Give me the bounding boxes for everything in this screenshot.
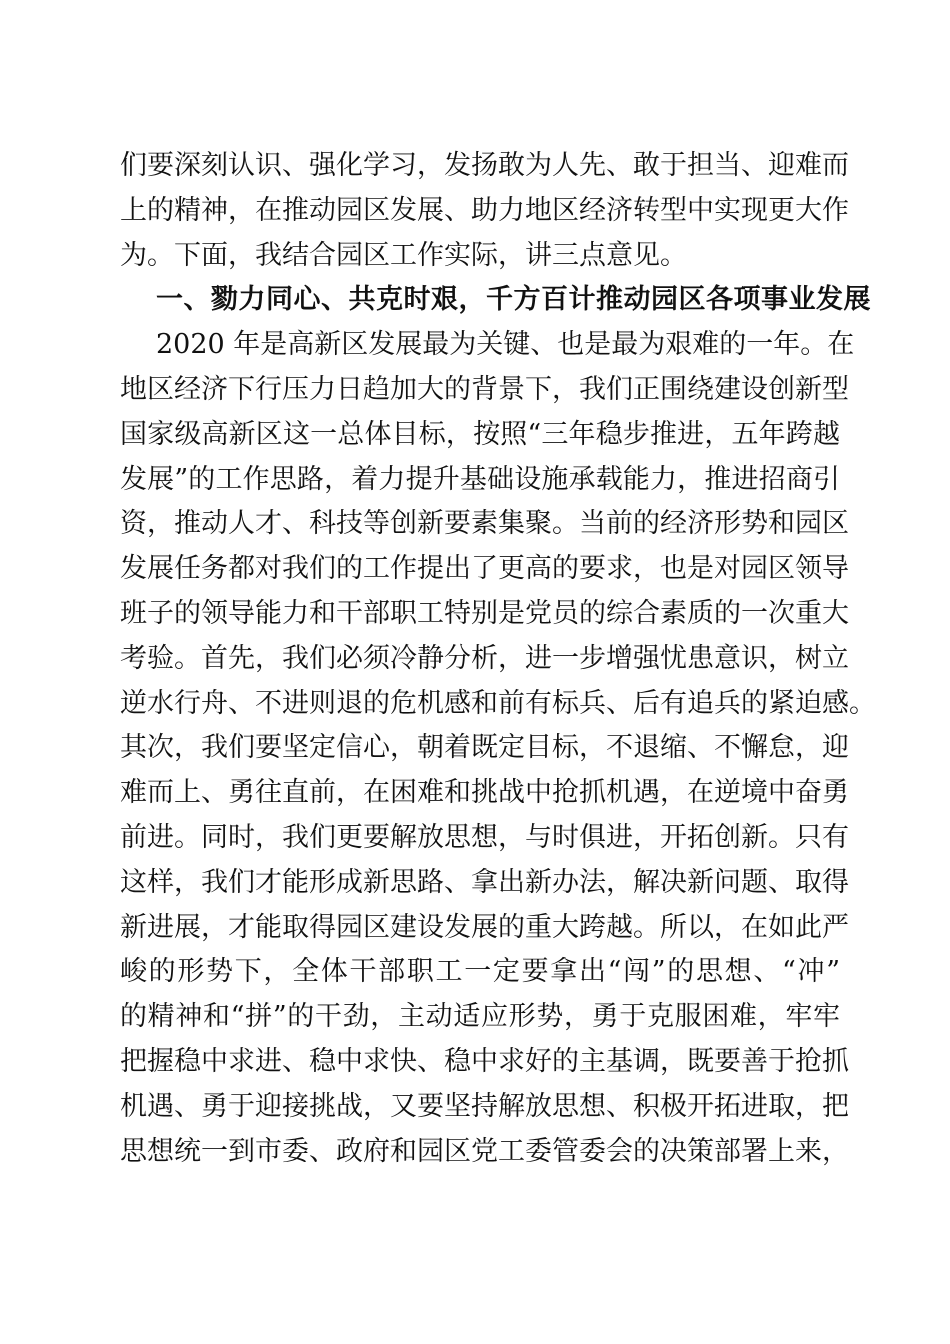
section-heading: 一、勠力同心、共克时艰，千方百计推动园区各项事业发展 [156, 284, 871, 316]
text-line-19: 峻的形势下，全体干部职工一定要拿出“闯”的思想、“冲” [120, 956, 840, 988]
text-line-14: 其次，我们要坚定信心，朝着既定目标，不退缩、不懈怠，迎 [120, 732, 849, 764]
body-text [120, 144, 876, 1174]
text-line-20: 的精神和“拼”的干劲，主动适应形势，勇于克服困难，牢牢 [120, 1001, 840, 1033]
text-line-17: 这样，我们才能形成新思路、拿出新办法，解决新问题、取得 [120, 866, 849, 898]
text-line-5: 2020 年是高新区发展最为关键、也是最为艰难的一年。在 [156, 329, 855, 361]
text-line-10: 发展任务都对我们的工作提出了更高的要求，也是对园区领导 [120, 553, 849, 585]
text-line-11: 班子的领导能力和干部职工特别是党员的综合素质的一次重大 [120, 597, 849, 629]
text-line-3: 为。下面，我结合园区工作实际，讲三点意见。 [120, 239, 687, 271]
text-line-1: 们要深刻认识、强化学习，发扬敢为人先、敢于担当、迎难而 [120, 150, 849, 181]
text-line-9: 资，推动人才、科技等创新要素集聚。当前的经济形势和园区 [120, 508, 849, 540]
text-line-6: 地区经济下行压力日趋加大的背景下，我们正围绕建设创新型 [120, 373, 849, 405]
text-line-22: 机遇、勇于迎接挑战，又要坚持解放思想、积极开拓进取，把 [120, 1090, 849, 1122]
text-line-16: 前进。同时，我们更要解放思想，与时俱进，开拓创新。只有 [120, 821, 849, 853]
text-line-23: 思想统一到市委、政府和园区党工委管委会的决策部署上来， [120, 1135, 849, 1167]
text-line-18: 新进展，才能取得园区建设发展的重大跨越。所以，在如此严 [120, 911, 849, 943]
text-line-13: 逆水行舟、不进则退的危机感和前有标兵、后有追兵的紧迫感。 [120, 687, 876, 719]
text-line-21: 把握稳中求进、稳中求快、稳中求好的主基调，既要善于抢抓 [120, 1045, 849, 1077]
text-line-15: 难而上、勇往直前，在困难和挑战中抢抓机遇，在逆境中奋勇 [120, 777, 849, 809]
text-line-2: 上的精神，在推动园区发展、助力地区经济转型中实现更大作 [120, 194, 849, 226]
text-line-7: 国家级高新区这一总体目标，按照“三年稳步推进，五年跨越 [120, 418, 840, 450]
text-line-8: 发展”的工作思路，着力提升基础设施承载能力，推进招商引 [120, 463, 840, 495]
text-line-12: 考验。首先，我们必须冷静分析，进一步增强忧患意识，树立 [120, 642, 849, 674]
